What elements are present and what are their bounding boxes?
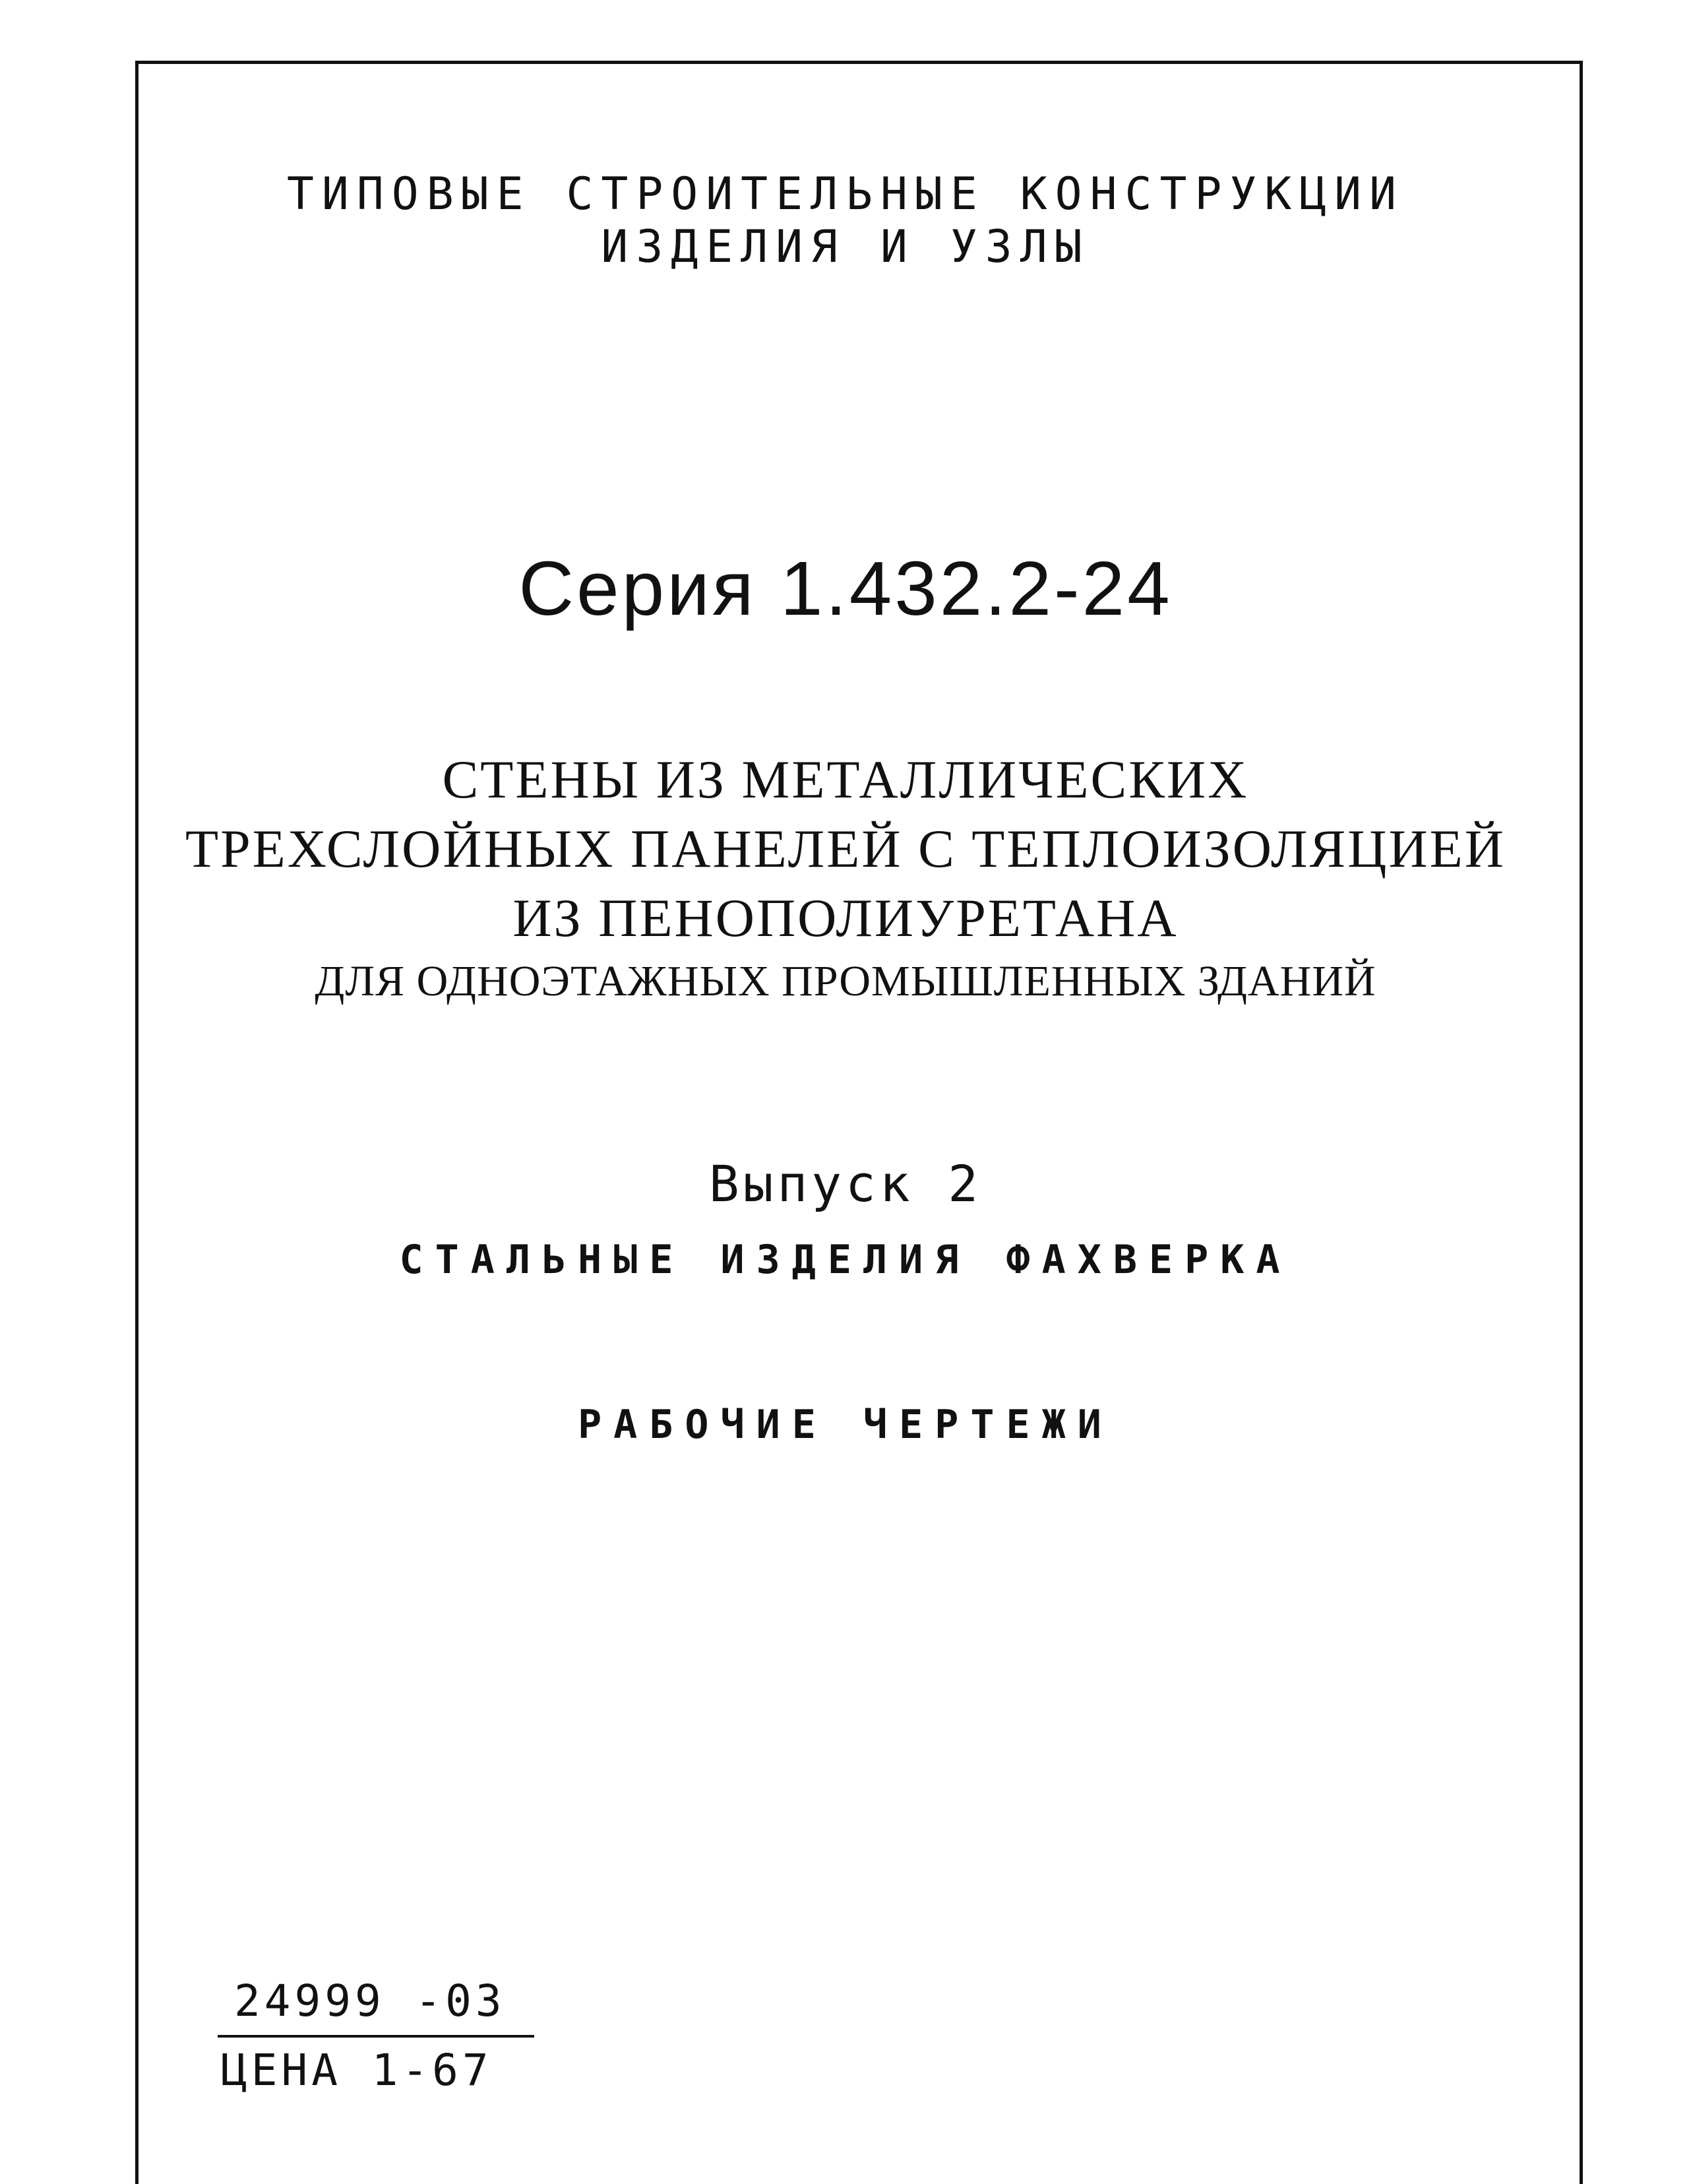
drawing-type: РАБОЧИЕ ЧЕРТЕЖИ — [578, 1402, 1113, 1448]
title-line-1: СТЕНЫ ИЗ МЕТАЛЛИЧЕСКИХ — [442, 749, 1249, 809]
series-number: Серия 1.432.2-24 — [518, 546, 1173, 631]
title-line-4: ДЛЯ ОДНОЭТАЖНЫХ ПРОМЫШЛЕННЫХ ЗДАНИЙ — [315, 957, 1376, 1005]
header-line-1: ТИПОВЫЕ СТРОИТЕЛЬНЫЕ КОНСТРУКЦИИ — [286, 168, 1405, 220]
issue-label: Выпуск 2 — [708, 1154, 983, 1213]
page-frame — [135, 61, 1583, 2184]
header-line-2: ИЗДЕЛИЯ И УЗЛЫ — [601, 221, 1090, 273]
document-code: 24999 -03 — [234, 1976, 506, 2026]
title-line-2: ТРЕХСЛОЙНЫХ ПАНЕЛЕЙ С ТЕПЛОИЗОЛЯЦИЕЙ — [185, 819, 1506, 879]
title-line-3: ИЗ ПЕНОПОЛИУРЕТАНА — [512, 888, 1179, 948]
price: ЦЕНА 1-67 — [221, 2045, 493, 2096]
code-underline — [218, 2035, 534, 2038]
issue-subtitle: СТАЛЬНЫЕ ИЗДЕЛИЯ ФАХВЕРКА — [399, 1237, 1292, 1283]
